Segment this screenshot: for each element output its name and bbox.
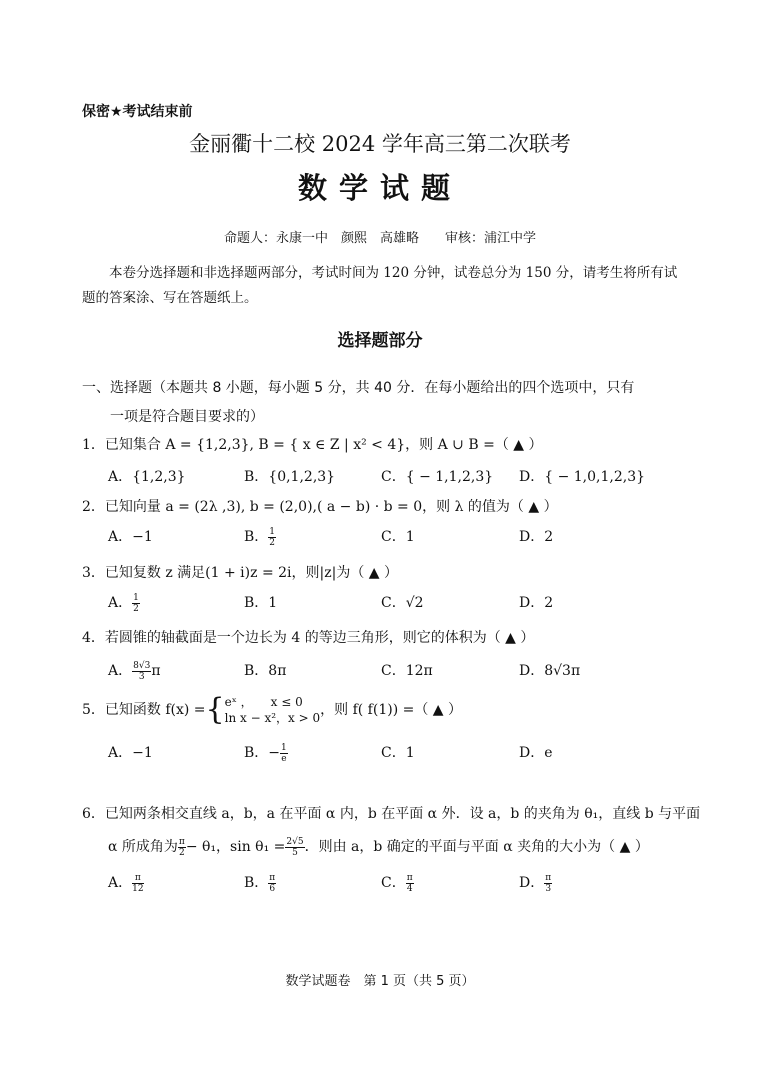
heading-line-1: 一、选择题（本题共 8 小题，每小题 5 分，共 40 分．在每小题给出的四个选项中，只有 (82, 380, 635, 396)
question-2: 2．已知向量 a = (2λ ,3), b = (2,0),( a − b) · b = 0，则 λ 的值为（ ▲ ） (82, 499, 558, 515)
option-b: B． $\frac{1}{2}$ (244, 526, 276, 548)
fraction-pi-over-3: $\frac{\pi}{3}$ (545, 872, 552, 894)
option-d: D．e (519, 745, 553, 761)
option-b: B．{0,1,2,3} (244, 469, 336, 485)
option-d: D．8√3π (519, 663, 581, 679)
option-c: C．12π (381, 663, 433, 679)
exam-intro: 本卷分选择题和非选择题两部分，考试时间为 120 分钟，试卷总分为 150 分，请考生将所有试题的答案涂、写在答题纸上。 (82, 265, 678, 306)
option-a: A．{1,2,3} (108, 469, 186, 485)
fraction-sin-value: $\frac{2√5}{5}$ (286, 836, 304, 858)
piecewise-brace: { (205, 692, 225, 727)
option-a: A． $\frac{8√3}{3}$ π (108, 660, 161, 682)
fraction-inverse-e: $\frac{1}{e}$ (281, 742, 287, 764)
question-1: 1．已知集合 A = {1,2,3}, B = { x ∈ Z | x² < 4}，则 A ∪ B =（ ▲ ） (82, 437, 543, 453)
authors-line: 命题人：永康一中 颜熙 高雄略 审核：浦江中学 (223, 231, 536, 246)
fraction-pi-over-12: $\frac{\pi}{12}$ (132, 872, 144, 894)
option-d: D．2 (519, 529, 554, 545)
option-b: B．1 (244, 595, 278, 611)
fraction-cone-volume: $\frac{8√3}{3}$ (133, 660, 151, 682)
option-c: C． $\frac{\pi}{4}$ (381, 872, 413, 894)
option-b: B．8π (244, 663, 287, 679)
option-a: A．−1 (108, 529, 153, 545)
option-a: A． $\frac{\pi}{12}$ (108, 872, 144, 894)
option-a: A． $\frac{1}{2}$ (108, 592, 139, 614)
fraction-half: $\frac{1}{2}$ (269, 526, 276, 548)
question-3: 3．已知复数 z 满足(1 + i)z = 2i，则|z|为（ ▲ ） (82, 565, 398, 581)
fraction-pi-over-4: $\frac{\pi}{4}$ (406, 872, 413, 894)
option-b: B．− $\frac{1}{e}$ (244, 742, 287, 764)
section-title: 选择题部分 (337, 331, 423, 351)
question-6-line-2: α 所成角为 $\frac{\pi}{2}$ − θ₁，sin θ₁ = $\frac{2√5}{5}$ ．则由 a，b 确定的平面与平面 α 夹角的大小为（ ▲ ） (108, 836, 649, 858)
fraction-half: $\frac{1}{2}$ (133, 592, 139, 614)
question-group-heading (82, 374, 682, 432)
option-c: C．{ − 1,1,2,3} (381, 469, 494, 485)
question-5: 5．已知函数 f(x) ={ eˣ ， x ≤ 0 ln x − x²，x > 0 ，则 f( f(1)) =（ ▲ ） (82, 692, 463, 727)
option-d: D．{ − 1,0,1,2,3} (519, 469, 646, 485)
confidential-label: 保密★考试结束前 (82, 104, 193, 120)
question-4: 4．若圆锥的轴截面是一个边长为 4 的等边三角形，则它的体积为（ ▲ ） (82, 630, 535, 646)
option-d: D．2 (519, 595, 554, 611)
option-d: D． $\frac{\pi}{3}$ (519, 872, 552, 894)
exam-title: 金丽衢十二校 2024 学年高三第二次联考 (189, 132, 571, 156)
option-b: B． $\frac{\pi}{6}$ (244, 872, 276, 894)
page-footer: 数学试题卷 第 1 页（共 5 页） (285, 974, 475, 989)
heading-line-2: 一项是符合题目要求的） (110, 409, 264, 425)
question-6-line-1: 6．已知两条相交直线 a，b，a 在平面 α 内，b 在平面 α 外．设 a，b 的夹角为 θ₁，直线 b 与平面 (82, 806, 701, 822)
option-c: C．1 (381, 529, 415, 545)
option-c: C．√2 (381, 595, 424, 611)
option-c: C．1 (381, 745, 415, 761)
option-a: A．−1 (108, 745, 153, 761)
fraction-pi-over-2: $\frac{\pi}{2}$ (178, 836, 185, 858)
piecewise-cases: eˣ ， x ≤ 0 ln x − x²，x > 0 (224, 695, 321, 725)
subject-title: 数学试题 (297, 171, 462, 205)
fraction-pi-over-6: $\frac{\pi}{6}$ (269, 872, 276, 894)
